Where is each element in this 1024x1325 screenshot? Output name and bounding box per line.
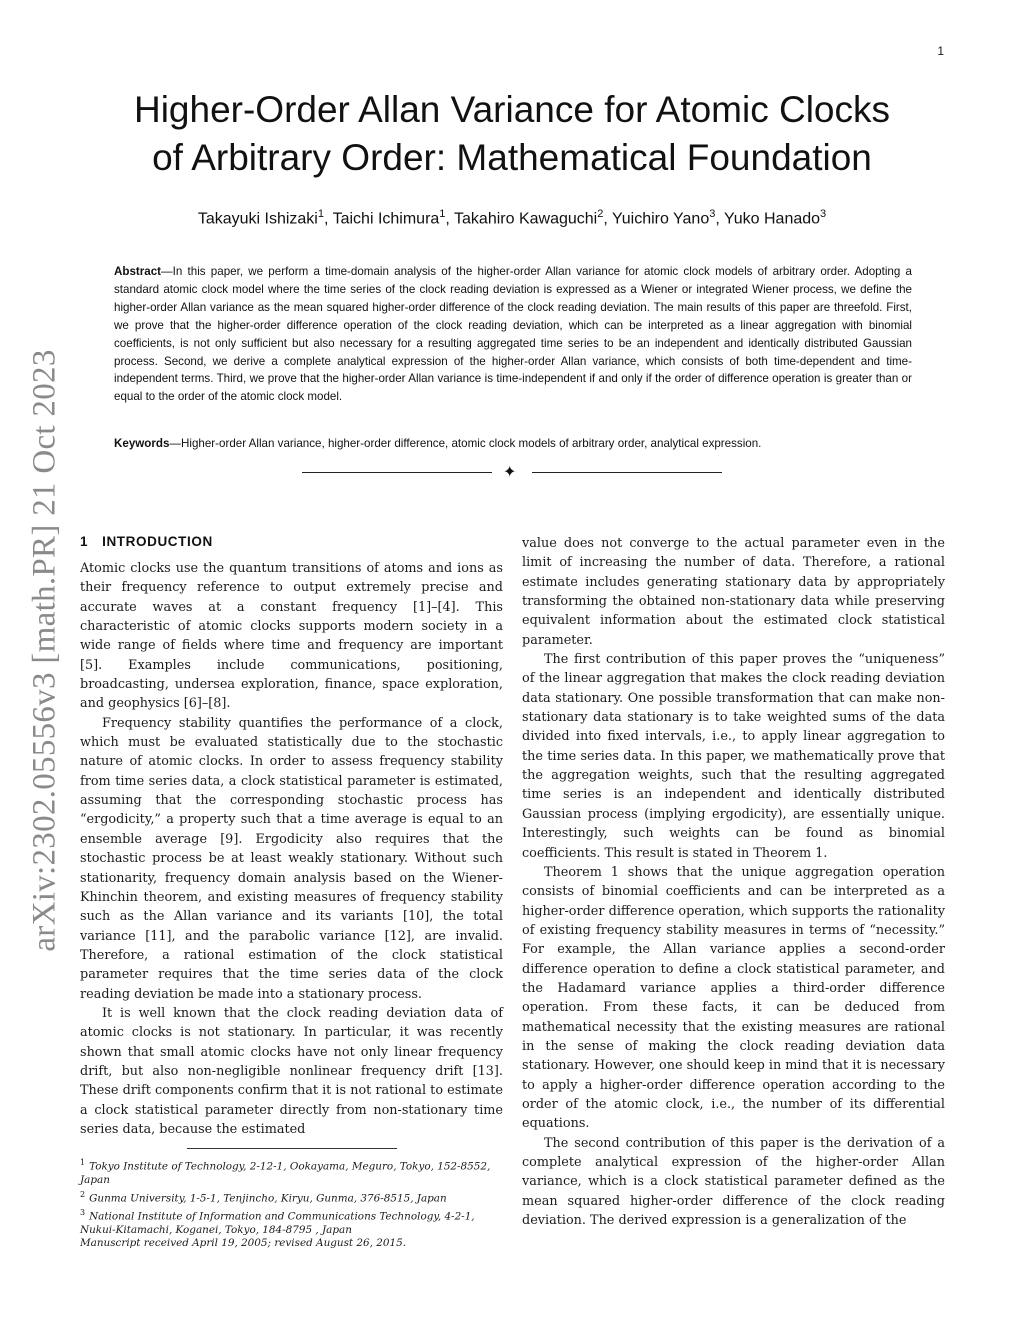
author-list: Takayuki Ishizaki$^1$, Taichi Ichimura$^1$, Takahiro Kawaguchi$^2$, Yuichiro Yano$^3$, Yuko Hanado$^3$ — [197, 208, 827, 228]
body-paragraph: value does not converge to the actual parameter even in the limit of increasing the number of data. Therefore, a rational estimate includes generating stationary data by appropriately transforming the obtained non-stationary data while preserving equivalent information about the estimated clock statistical parameter. — [522, 536, 945, 648]
keywords — [114, 437, 912, 450]
arxiv-id: arXiv:2302.05556v3 [math.PR] 21 Oct 2023 — [26, 348, 63, 952]
section-divider — [302, 462, 722, 482]
divider-rule-left — [302, 472, 492, 473]
author-affiliation-mark: 1 — [439, 208, 446, 220]
section-title: INTRODUCTION — [102, 534, 213, 549]
author: Taichi Ichimura — [332, 210, 440, 228]
author-affiliation-mark: 1 — [317, 208, 324, 220]
section-heading — [80, 534, 503, 549]
footnote-text: Gunma University, 1-5-1, Tenjincho, Kiryu, Gunma, 376-8515, Japan — [89, 1192, 447, 1205]
divider-ornament-icon: ✦ — [503, 462, 517, 481]
right-column — [522, 534, 945, 1230]
footnote — [80, 1156, 503, 1188]
keywords-dash: — — [169, 437, 182, 450]
footnote-mark: 3 — [80, 1207, 86, 1217]
body-paragraph: Atomic clocks use the quantum transitions of atoms and ions as their frequency reference to output extremely precise and accurate waves at a constant frequency [1]–[4]. This characteristic of atomic clocks supports modern society in a wide range of fields where time and frequency are important [5]. Examples include communications, positioning, broadcasting, undersea exploration, finance, space exploration, and geophysics [6]–[8]. — [80, 561, 503, 712]
author: Takahiro Kawaguchi — [454, 210, 598, 228]
body-paragraph: Theorem 1 shows that the unique aggregation operation consists of binomial coefficients and can be interpreted as a higher-order difference operation, which supports the rationality of existing frequency stability measures in terms of “necessity.” For example, the Allan variance applies a second-order difference operation to define a clock statistical parameter, and the Hadamard variance applies a third-order difference operation. From these facts, it can be deduced from mathematical necessity that the existing measures are rational in the sense of making the clock reading deviation data stationary. However, one should keep in mind that it is necessary to apply a higher-order difference operation according to the order of the atomic clock, i.e., the number of its differential equations. — [522, 864, 945, 1132]
abstract — [114, 263, 912, 406]
footnotes — [80, 1148, 503, 1251]
section-number: 1 — [80, 534, 89, 549]
footnote-mark: 1 — [80, 1158, 86, 1167]
author-affiliation-mark: 2 — [597, 208, 604, 220]
footnote-text: National Institute of Information and Communications Technology, 4-2-1, Nukui-Kitamachi, Koganei, Tokyo, 184-8795 , Japan — [80, 1210, 475, 1236]
abstract-dash: — — [161, 265, 173, 278]
page-number: 1 — [937, 44, 944, 58]
left-column — [80, 534, 503, 1139]
author: Yuko Hanado — [723, 210, 821, 228]
arxiv-stamp — [16, 340, 74, 960]
body-paragraph: The first contribution of this paper proves the “uniqueness” of the linear aggregation that makes the clock reading deviation data stationary. One possible transformation that can make non-stationary data stationary is to take weighted sums of the data divided into fixed intervals, i.e., to apply linear aggregation to the time series data. In this paper, we mathematically prove that the aggregation weights, such that the resulting aggregated time series is an independent and identically distributed Gaussian process (implying ergodicity), are essentially unique. Interestingly, such weights can be found as binomial coefficients. This result is stated in Theorem 1. — [522, 652, 945, 861]
body-paragraph: Frequency stability quantifies the performance of a clock, which must be evaluated statistically due to the stochastic nature of atomic clocks. In order to assess frequency stability from time series data, a clock statistical parameter is estimated, assuming that the corresponding stochastic process has “ergodicity,” a property such that a time average is equal to an ensemble average [9]. Ergodicity also requires that the stochastic process be at least weakly stationary. Without such stationarity, frequency domain analysis based on the Wiener-Khinchin theorem, and existing measures of frequency stability such as the Allan variance and its variants [10], the total variance [11], and the parabolic variance [12], are invalid. Therefore, a rational estimation of the clock statistical parameter requires that the time series data of the clock reading deviation be made into a stationary process. — [80, 715, 503, 1002]
author: Takayuki Ishizaki — [197, 210, 318, 228]
title-line-2: of Arbitrary Order: Mathematical Foundation — [152, 137, 872, 178]
footnote-mark: 2 — [80, 1189, 86, 1199]
divider-rule-right — [532, 472, 722, 473]
footnote-text: Tokyo Institute of Technology, 2-12-1, Ookayama, Meguro, Tokyo, 152-8552, Japan — [80, 1160, 491, 1187]
author: Yuichiro Yano — [611, 210, 710, 228]
title-line-1: Higher-Order Allan Variance for Atomic Clocks — [133, 89, 891, 130]
body-paragraph: The second contribution of this paper is the derivation of a complete analytical expression of the higher-order Allan variance, which is a clock statistical parameter defined as the mean squared higher-order difference of the clock reading deviation. The derived expression is a generalization of the — [522, 1135, 945, 1229]
footnote — [80, 1206, 503, 1238]
body-paragraph: It is well known that the clock reading deviation data of atomic clocks is not stationary. In particular, it was recently shown that small atomic clocks have not only linear frequency drift, but also non-negligible nonlinear frequency drift [13]. These drift components confirm that it is not rational to estimate a clock statistical parameter directly from non-stationary time series data, because the estimated — [80, 1005, 503, 1137]
abstract-label: Abstract — [114, 265, 162, 278]
keywords-label: Keywords — [114, 437, 170, 450]
keywords-text: Higher-order Allan variance, higher-order difference, atomic clock models of arbitrary order, analytical expression. — [181, 437, 762, 450]
paper-title — [80, 86, 944, 182]
footnote — [80, 1188, 503, 1206]
footnote-text: Manuscript received April 19, 2005; revised August 26, 2015. — [80, 1237, 406, 1250]
footnote-manuscript-note — [80, 1237, 503, 1251]
author-affiliation-mark: 3 — [709, 208, 716, 220]
abstract-text: In this paper, we perform a time-domain analysis of the higher-order Allan variance for atomic clock models of arbitrary order. Adopting a standard atomic clock model where the time series of the clock reading deviation is expressed as a Wiener or integrated Wiener process, we define the higher-order Allan variance as the mean squared higher-order difference of the clock reading deviation. The main results of this paper are threefold. First, we prove that the higher-order difference operation of the clock reading deviation, which can be interpreted as a linear aggregation with binomial coefficients, is not only sufficient but also necessary for a resulting aggregated time series to be an independent and identically distributed Gaussian process. Second, we derive a complete analytical expression of the higher-order Allan variance, which consists of both time-dependent and time-independent terms. Third, we prove that the higher-order Allan variance is time-independent if and only if the order of difference operation is greater than or equal to the order of the atomic clock model. — [114, 265, 912, 404]
author-affiliation-mark: 3 — [820, 208, 827, 220]
